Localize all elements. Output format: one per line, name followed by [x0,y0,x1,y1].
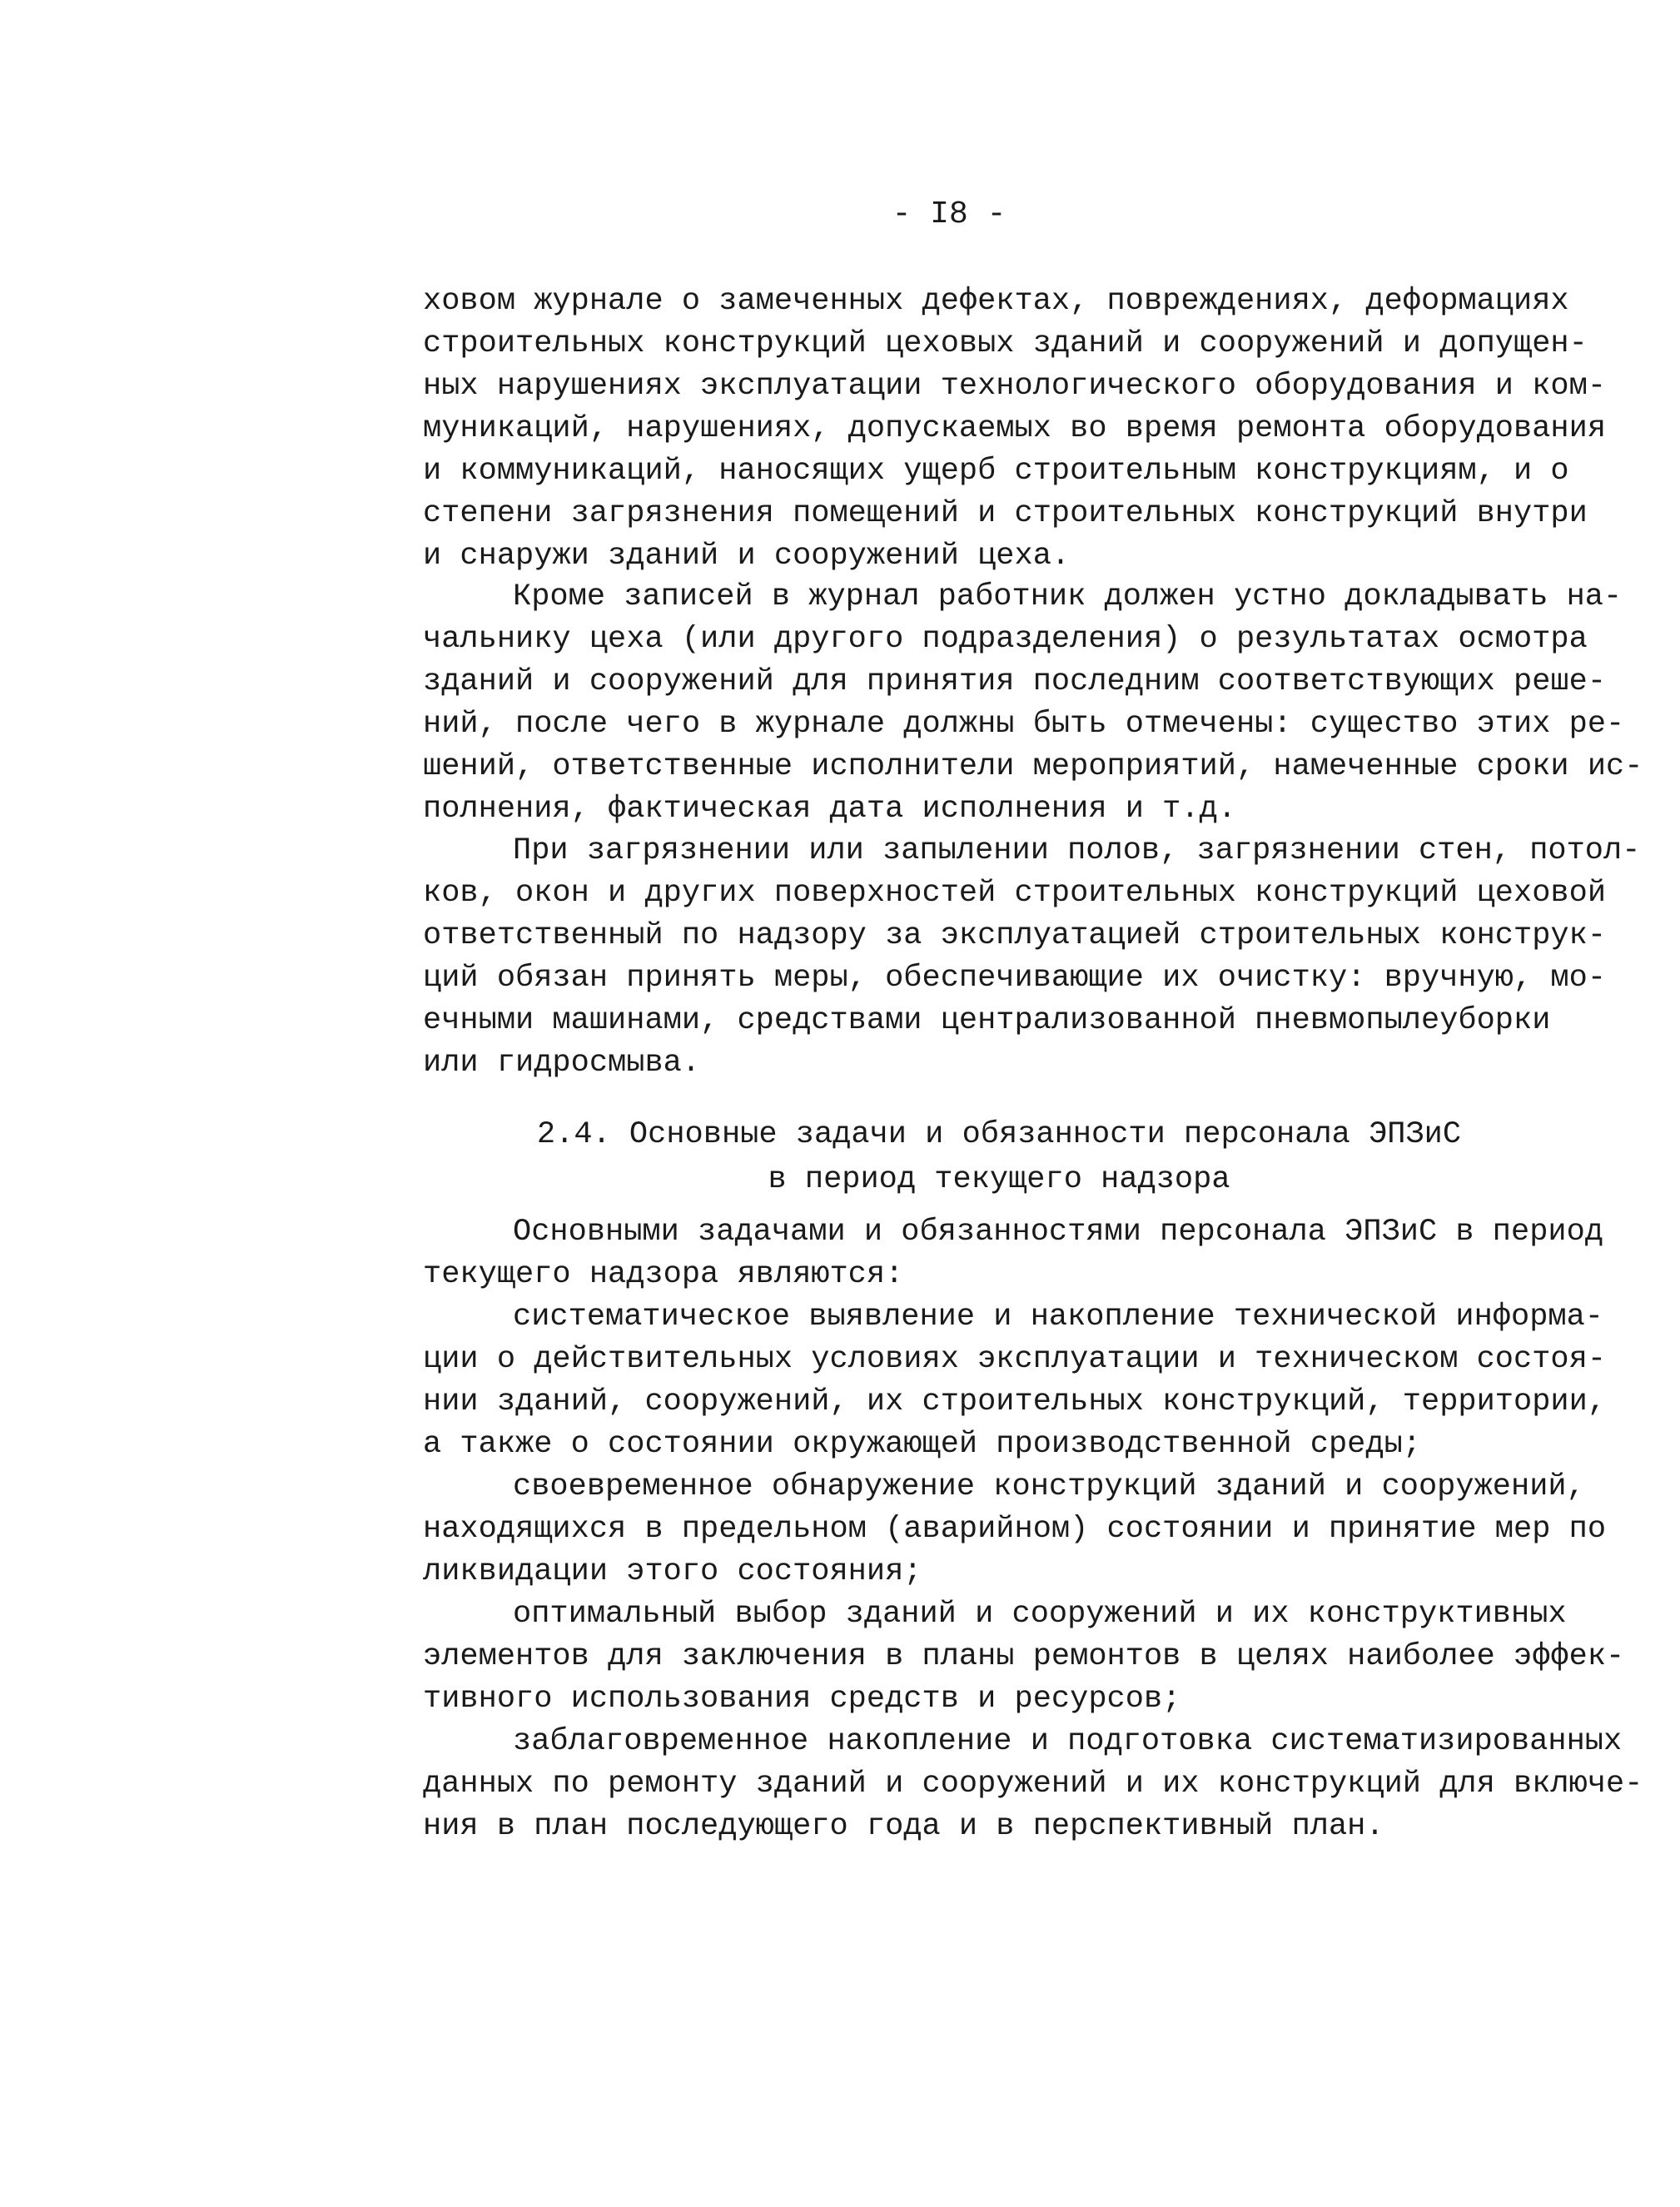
text-line: шений, ответственные исполнители мероприятий, намеченные сроки ис- [423,749,1643,784]
text-line: ций обязан принять меры, обеспечивающие их очистку: вручную, мо- [423,961,1607,996]
paragraph-2 [423,576,1643,831]
text-line: чальнику цеха (или другого подразделения) о результатах осмотра [423,622,1588,657]
text-line: а также о состоянии окружающей производственной среды; [423,1427,1421,1462]
section-heading-line: в период текущего надзора [768,1162,1230,1197]
section-paragraph-3 [423,1466,1607,1593]
text-line: Кроме записей в журнал работник должен устно докладывать на- [513,579,1623,614]
page-number: - I8 - [892,196,1007,232]
text-line: систематическое выявление и накопление технической информа- [513,1300,1604,1335]
section-paragraph-2 [423,1296,1607,1466]
text-line: своевременное обнаружение конструкций зданий и сооружений, [513,1469,1585,1504]
text-line: тивного использования средств и ресурсов; [423,1682,1181,1717]
text-line: заблаговременное накопление и подготовка систематизированных [513,1724,1623,1759]
text-line: или гидросмыва. [423,1046,701,1081]
text-line: Основными задачами и обязанностями персонала ЭПЗиС в период [513,1215,1604,1250]
text-line: ответственный по надзору за эксплуатацией строительных конструк- [423,918,1607,953]
section-paragraph-5 [423,1721,1643,1848]
text-line: строительных конструкций цеховых зданий и сооружений и допущен- [423,326,1588,361]
text-line: нии зданий, сооружений, их строительных конструкций, территории, [423,1384,1607,1419]
text-line: ния в план последующего года и в перспективный план. [423,1809,1384,1844]
text-line: ховом журнале о замеченных дефектах, повреждениях, деформациях [423,284,1569,319]
text-line: данных по ремонту зданий и сооружений и их конструкций для включе- [423,1767,1643,1802]
paragraph-1 [423,281,1607,578]
section-paragraph-1 [423,1211,1604,1296]
text-line: и коммуникаций, наносящих ущерб строительным конструкциям, и о [423,454,1569,489]
paragraph-3 [423,830,1641,1085]
text-line: ликвидации этого состояния; [423,1554,922,1589]
text-line: ечными машинами, средствами централизованной пневмопылеуборки [423,1003,1551,1038]
text-line: и снаружи зданий и сооружений цеха. [423,539,1071,574]
text-line: степени загрязнения помещений и строительных конструкций внутри [423,496,1588,531]
text-line: ков, окон и других поверхностей строительных конструкций цеховой [423,876,1607,911]
text-line: ции о действительных условиях эксплуатации и техническом состоя- [423,1342,1607,1377]
text-line: муникаций, нарушениях, допускаемых во время ремонта оборудования [423,411,1607,446]
text-line: ний, после чего в журнале должны быть отмечены: существо этих ре- [423,707,1625,742]
text-line: находящихся в предельном (аварийном) состоянии и принятие мер по [423,1512,1607,1547]
text-line: оптимальный выбор зданий и сооружений и их конструктивных [513,1597,1567,1632]
text-line: элементов для заключения в планы ремонтов в целях наиболее эффек- [423,1639,1625,1674]
text-line: При загрязнении или запылении полов, загрязнении стен, потол- [513,833,1641,868]
section-heading [500,1112,1499,1202]
text-line: текущего надзора являются: [423,1257,904,1292]
text-line: ных нарушениях эксплуатации технологического оборудования и ком- [423,369,1607,404]
section-paragraph-4 [423,1593,1625,1721]
text-line: зданий и сооружений для принятия последним соответствующих реше- [423,664,1607,699]
text-line: полнения, фактическая дата исполнения и т.д. [423,792,1236,827]
section-heading-line: 2.4. Основные задачи и обязанности персонала ЭПЗиС [536,1117,1462,1152]
